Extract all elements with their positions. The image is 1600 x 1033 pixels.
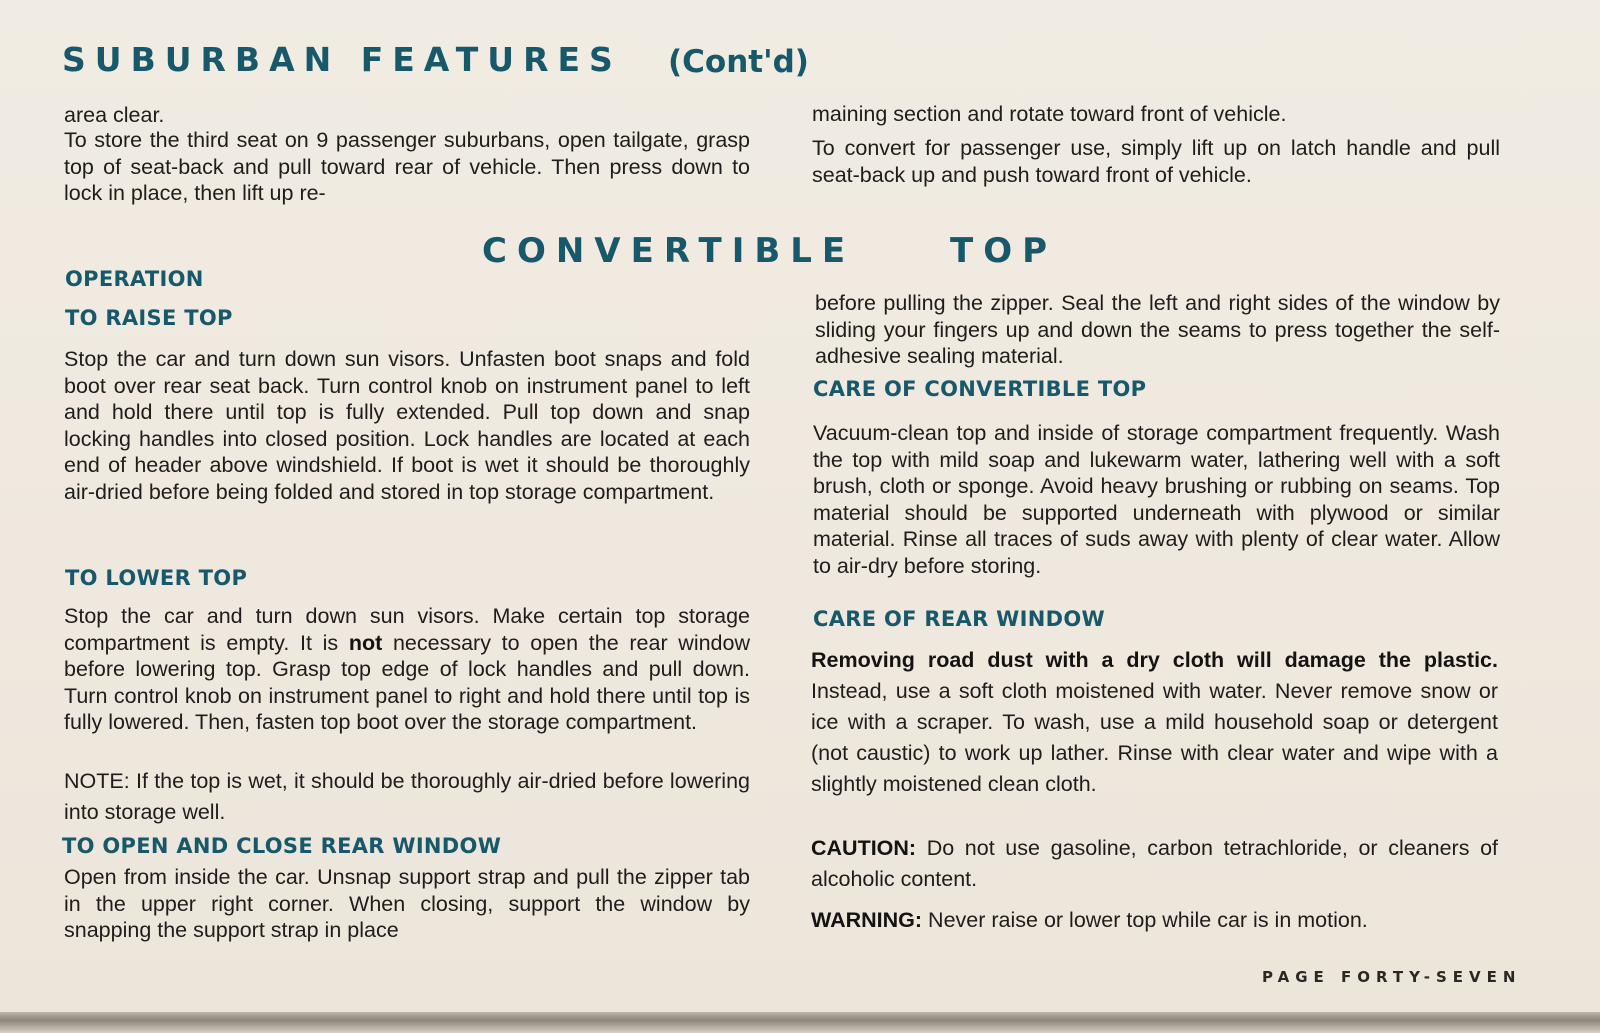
- rear-window-continued-paragraph: before pulling the zipper. Seal the left and right sides of the window by sliding your fingers up and down the seams to press together the self-adhesive sealing material.: [815, 291, 1500, 368]
- suburban-convert-paragraph: To convert for passenger use, simply lift up on latch handle and pull seat-back up and push toward front of vehicle.: [812, 136, 1500, 187]
- rear-window-paragraph: Open from inside the car. Unsnap support strap and pull the zipper tab in the upper right corner. When closing, support the window by snapping the support strap in place: [64, 865, 750, 942]
- section-title-convertible: CONVERTIBLE: [482, 231, 856, 271]
- page-title-suffix: (Cont'd): [668, 44, 809, 80]
- lower-top-emphasis: not: [348, 630, 383, 655]
- heading-lower-top: TO LOWER TOP: [65, 566, 248, 590]
- heading-rear-window: TO OPEN AND CLOSE REAR WINDOW: [62, 834, 502, 858]
- heading-care-rear-window: CARE OF REAR WINDOW: [813, 607, 1105, 631]
- lower-top-text-b: necessary to open the rear window before lowering top. Grasp top edge of lock handles and pull down. Turn control knob on instrument panel to right and hold there until top is fully lowered. Then, fasten top boot over the storage compartment.: [64, 630, 750, 734]
- caution-text: Do not use gasoline, carbon tetrachloride, or cleaners of alcoholic content.: [811, 836, 1498, 891]
- suburban-continued-paragraph: maining section and rotate toward front of vehicle.: [812, 102, 1287, 126]
- page-number: PAGE FORTY-SEVEN: [1262, 968, 1522, 986]
- page-bottom-edge: [0, 1012, 1600, 1033]
- caution-label: CAUTION:: [811, 836, 917, 860]
- heading-care-top: CARE OF CONVERTIBLE TOP: [813, 377, 1147, 401]
- lower-top-note: NOTE: If the top is wet, it should be thoroughly air-dried before lowering into storage well.: [64, 769, 750, 824]
- caution-paragraph: [811, 833, 1498, 895]
- heading-operation: OPERATION: [65, 267, 204, 291]
- raise-top-paragraph: Stop the car and turn down sun visors. Unfasten boot snaps and fold boot over rear seat back. Turn control knob on instrument panel to left and hold there until top is fully extended. Pull top down and snap locking handles into closed position. Lock handles are located at each end of header above windshield. If boot is wet it should be thoroughly air-dried before being folded and stored in top storage compartment.: [64, 347, 750, 504]
- care-rear-paragraph: [811, 645, 1498, 800]
- suburban-store-paragraph: To store the third seat on 9 passenger suburbans, open tailgate, grasp top of seat-back and pull toward rear of vehicle. Then press down to lock in place, then lift up re-: [64, 128, 750, 205]
- warning-text: Never raise or lower top while car is in motion.: [922, 908, 1368, 932]
- lower-top-paragraph: [64, 603, 750, 736]
- warning-label: WARNING:: [811, 908, 923, 932]
- lower-top-text-a: Stop the car and turn down sun visors. Make certain top storage compartment is empty. It is: [64, 604, 750, 655]
- section-title-top: TOP: [950, 231, 1058, 271]
- warning-paragraph: [811, 907, 1498, 934]
- page-title: SUBURBAN FEATURES: [62, 40, 622, 79]
- care-rear-warning-text: Removing road dust with a dry cloth will damage the plastic.: [811, 648, 1498, 672]
- heading-raise-top: TO RAISE TOP: [65, 306, 233, 330]
- care-top-paragraph: Vacuum-clean top and inside of storage compartment frequently. Wash the top with mild soap and lukewarm water, lathering well with a soft brush, cloth or sponge. Avoid heavy brushing or rubbing on seams. Top material should be supported underneath with plywood or similar material. Rinse all traces of suds away with plenty of clear water. Allow to air-dry before storing.: [813, 421, 1500, 578]
- suburban-line-top: area clear.: [64, 103, 165, 127]
- care-rear-text: Instead, use a soft cloth moistened with water. Never remove snow or ice with a scraper. To wash, use a mild household soap or detergent (not caustic) to work up lather. Rinse with clear water and wipe with a slightly moistened clean cloth.: [811, 679, 1498, 796]
